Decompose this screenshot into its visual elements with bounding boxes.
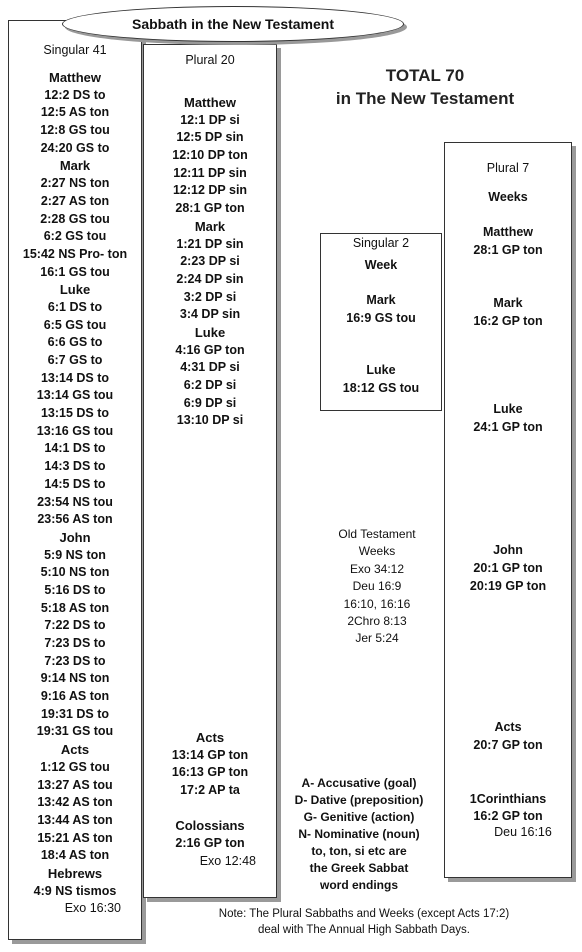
book-heading: Mark — [194, 218, 226, 234]
book-heading: Colossians — [175, 818, 245, 834]
verse-reference: 7:23 DS to — [44, 653, 106, 668]
verse-reference: 12:5 DP sin — [176, 130, 244, 145]
spacer — [144, 800, 276, 818]
plural-7-header: Plural 7 — [486, 161, 530, 175]
singular-2-box — [320, 233, 442, 411]
footnote-line-1: Note: The Plural Sabbaths and Weeks (except Acts 17:2) — [218, 908, 510, 920]
verse-reference: 2:23 DP si — [180, 254, 240, 269]
book-heading: Mark — [59, 158, 91, 174]
grammar-key-line: N- Nominative (noun) — [298, 827, 420, 841]
verse-reference: 13:44 AS ton — [37, 812, 113, 827]
verse-reference: 19:31 GS tou — [36, 724, 114, 739]
grammar-key-line: D- Dative (preposition) — [294, 793, 424, 807]
old-testament-line: Jer 5:24 — [355, 631, 399, 646]
old-testament-line: Old Testament — [338, 527, 416, 541]
s2-book-luke: Luke — [366, 363, 396, 377]
p7-ref: 28:1 GP ton — [473, 243, 543, 257]
p7-book-matthew: Matthew — [483, 225, 533, 239]
old-testament-line: Deu 16:9 — [352, 579, 402, 594]
plural-20-box — [143, 44, 277, 898]
verse-reference: 14:5 DS to — [44, 476, 106, 491]
grammar-key-line: to, ton, si etc are — [311, 844, 407, 858]
book-heading: Matthew — [49, 70, 101, 85]
verse-reference: 12:10 DP ton — [172, 148, 248, 163]
s2-book-mark: Mark — [366, 293, 396, 307]
verse-reference: 2:27 AS ton — [40, 193, 110, 208]
verse-reference: 6:2 GS tou — [43, 229, 107, 244]
verse-reference: 2:16 GP ton — [175, 836, 245, 851]
grammar-key-line: the Greek Sabbat — [309, 861, 409, 875]
book-heading: Acts — [60, 742, 90, 758]
book-heading: Matthew — [184, 95, 236, 110]
book-heading: Acts — [195, 730, 225, 745]
verse-reference: 6:1 DS to — [47, 299, 103, 314]
total-line-2: in The New Testament — [335, 89, 515, 108]
p7-ref: 20:1 GP ton — [473, 561, 543, 575]
verse-reference: 6:7 GS to — [47, 353, 103, 367]
verse-reference: 2:28 GS tou — [40, 211, 110, 226]
verse-reference: 6:5 GS tou — [43, 317, 107, 332]
verse-reference: 13:14 DS to — [40, 370, 110, 385]
verse-reference: 19:31 DS to — [40, 706, 110, 721]
verse-reference: 3:4 DP sin — [179, 307, 241, 322]
p7-ref: 20:7 GP ton — [473, 738, 543, 752]
title-oval: Sabbath in the New Testament — [62, 6, 404, 42]
verse-reference: 12:5 AS ton — [40, 105, 110, 120]
verse-reference: 12:1 DP si — [180, 112, 240, 127]
verse-reference: 2:24 DP sin — [176, 271, 244, 286]
verse-reference: 12:8 GS tou — [40, 123, 110, 138]
verse-reference: 23:54 NS tou — [37, 494, 113, 509]
grammar-key — [278, 775, 440, 894]
verse-reference: 12:12 DP sin — [172, 183, 248, 198]
verse-reference: 14:3 DS to — [44, 459, 106, 474]
book-heading: Luke — [194, 324, 226, 340]
book-heading: Luke — [59, 282, 91, 298]
footnote — [150, 907, 578, 938]
total-line-1: TOTAL 70 — [385, 66, 465, 85]
singular-41-box — [8, 20, 142, 940]
verse-reference: 13:14 GP ton — [171, 747, 249, 762]
plural-7-subheader: Weeks — [488, 190, 528, 204]
s2-ref-mark: 16:9 GS tou — [346, 311, 416, 325]
verse-reference: 16:13 GP ton — [171, 765, 249, 780]
verse-reference: 7:22 DS to — [44, 618, 106, 633]
grammar-key-line: word endings — [320, 878, 398, 892]
verse-reference: 5:16 DS to — [44, 582, 106, 597]
grammar-key-line: A- Accusative (goal) — [301, 776, 417, 790]
p7-ref: 24:1 GP ton — [473, 420, 543, 434]
verse-reference: 3:2 DP si — [183, 289, 237, 304]
old-testament-line: Weeks — [358, 544, 396, 559]
cross-reference: Exo 12:48 — [199, 853, 256, 868]
verse-reference: 5:10 NS ton — [40, 565, 110, 580]
verse-reference: 13:42 AS ton — [37, 795, 113, 810]
verse-reference: 18:4 AS ton — [40, 848, 110, 863]
verse-reference: 5:9 NS ton — [44, 547, 106, 562]
verse-reference: 6:9 DP si — [183, 395, 237, 410]
p7-ref: 16:2 GP ton — [473, 314, 543, 328]
verse-reference: 23:56 AS ton — [37, 512, 113, 527]
verse-reference: 4:31 DP si — [180, 360, 240, 375]
p7-book-mark: Mark — [493, 296, 523, 310]
singular-41-header: Singular 41 — [43, 43, 107, 57]
verse-reference: 5:18 AS ton — [40, 600, 110, 615]
s2-ref-luke: 18:12 GS tou — [342, 381, 420, 395]
verse-reference: 4:16 GP ton — [175, 342, 245, 357]
verse-reference: 2:27 NS ton — [40, 176, 110, 191]
verse-reference: 13:16 GS tou — [36, 423, 114, 438]
verse-reference: 28:1 GP ton — [175, 201, 245, 216]
plural-7-box — [444, 142, 572, 878]
p7-ref: 20:19 GP ton — [469, 579, 547, 593]
footnote-line-2: deal with The Annual High Sabbath Days. — [257, 923, 471, 936]
p7-book-1corinthians: 1Corinthians — [469, 792, 547, 806]
verse-reference: 9:14 NS ton — [40, 671, 110, 686]
verse-reference: 13:10 DP si — [176, 413, 244, 428]
singular-41-list — [9, 69, 141, 918]
verse-reference: 6:6 GS to — [47, 335, 103, 350]
cross-reference: Exo 16:30 — [64, 901, 121, 916]
verse-reference: 13:15 DS to — [40, 406, 110, 421]
verse-reference: 13:14 GS tou — [36, 388, 114, 403]
verse-reference: 4:9 NS tismos — [33, 883, 117, 898]
verse-reference: 1:12 GS tou — [40, 759, 110, 774]
plural-20-bottom-list — [144, 729, 276, 871]
book-heading: John — [59, 529, 91, 545]
p7-book-luke: Luke — [493, 402, 523, 416]
p7-ref: 16:2 GP ton — [473, 809, 543, 823]
plural-20-top-list — [144, 94, 276, 430]
old-testament-line: Exo 34:12 — [349, 561, 405, 576]
total-heading — [300, 64, 550, 110]
plural-20-header: Plural 20 — [185, 53, 235, 67]
book-heading: Hebrews — [47, 865, 103, 881]
verse-reference: 1:21 DP sin — [176, 236, 244, 251]
grammar-key-line: G- Genitive (action) — [303, 810, 415, 824]
old-testament-line: 2Chro 8:13 — [347, 614, 407, 629]
verse-reference: 15:42 NS Pro- ton — [22, 246, 128, 261]
verse-reference: 6:2 DP si — [183, 378, 237, 392]
p7-book-john: John — [493, 543, 523, 557]
old-testament-line: 16:10, 16:16 — [343, 596, 411, 611]
singular-2-subheader: Week — [364, 258, 398, 272]
p7-extra-ref: Deu 16:16 — [494, 825, 552, 839]
verse-reference: 13:27 AS tou — [37, 777, 113, 792]
old-testament-list — [312, 526, 442, 648]
verse-reference: 15:21 AS ton — [37, 830, 113, 845]
verse-reference: 7:23 DS to — [44, 636, 106, 650]
verse-reference: 17:2 AP ta — [180, 783, 240, 798]
verse-reference: 16:1 GS tou — [40, 264, 110, 279]
verse-reference: 24:20 GS to — [40, 140, 110, 155]
singular-2-header: Singular 2 — [352, 236, 410, 250]
verse-reference: 12:11 DP sin — [173, 165, 247, 180]
p7-book-acts: Acts — [494, 720, 522, 734]
verse-reference: 12:2 DS to — [44, 87, 106, 102]
verse-reference: 9:16 AS ton — [40, 689, 110, 704]
verse-reference: 14:1 DS to — [44, 441, 106, 456]
